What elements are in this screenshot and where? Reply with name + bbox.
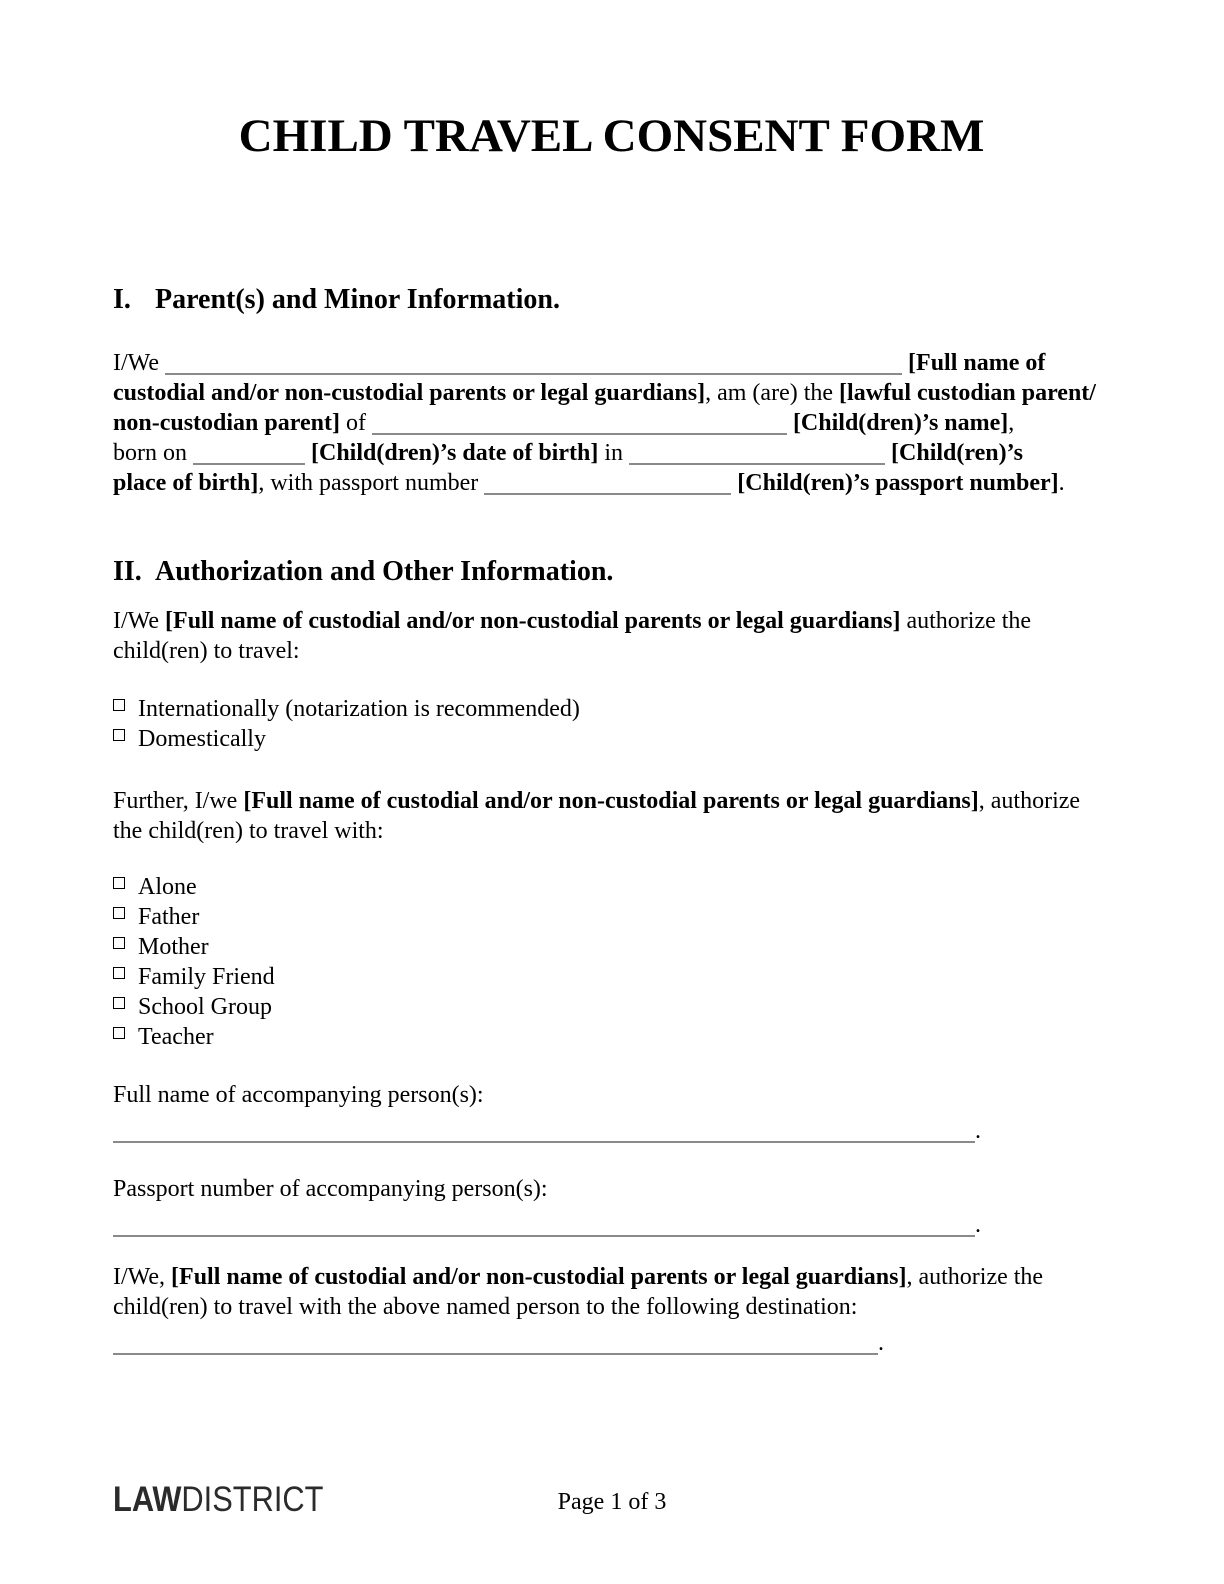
checkbox-label: Father (138, 904, 200, 930)
page-number: Page 1 of 3 (557, 1489, 667, 1515)
checkbox-option-family-friend (113, 962, 1110, 992)
bracketed-field-placeholder: [Child(ren)’s passport number] (737, 470, 1059, 496)
paragraph-text: , am (are) the (705, 380, 840, 406)
paragraph-text: I/We (113, 608, 166, 634)
authorize-companion-paragraph (113, 786, 1110, 846)
paragraph-line (113, 408, 1110, 438)
paragraph-line (113, 1262, 1110, 1292)
section-2-heading (113, 554, 1110, 590)
fill-in-blank[interactable] (113, 1123, 975, 1143)
bracketed-field-placeholder: [Child(dren)’s date of birth] (311, 440, 599, 466)
authorize-travel-paragraph (113, 606, 1110, 666)
fill-in-blank[interactable] (484, 475, 731, 495)
section-1-title: Parent(s) and Minor Information. (155, 284, 560, 315)
paragraph-text: authorize the (900, 608, 1032, 634)
fill-in-blank[interactable] (372, 415, 787, 435)
paragraph-text: , authorize the (906, 1264, 1044, 1290)
checkbox-option-school-group (113, 992, 1110, 1022)
checkbox-icon[interactable] (113, 729, 125, 741)
paragraph-text: child(ren) to travel: (113, 638, 300, 664)
bracketed-field-placeholder: custodial and/or non-custodial parents or legal guardians] (113, 380, 706, 406)
paragraph-line (113, 1210, 1110, 1240)
travel-scope-checklist (113, 694, 1110, 754)
accompanying-name-blank-row (113, 1116, 1110, 1146)
fill-in-blank[interactable] (113, 1335, 878, 1355)
paragraph-text: . (1058, 470, 1065, 496)
checkbox-label: Internationally (notarization is recommended) (138, 696, 580, 722)
checkbox-label: Domestically (138, 726, 266, 752)
checkbox-label: Mother (138, 934, 209, 960)
bracketed-field-placeholder: [Full name of custodial and/or non-custodial parents or legal guardians] (165, 608, 901, 634)
bracketed-field-placeholder: [Full name of (908, 350, 1046, 376)
checkbox-icon[interactable] (113, 937, 125, 949)
bracketed-field-placeholder: [Child(dren)’s name] (792, 410, 1009, 436)
paragraph-line (113, 1116, 1110, 1146)
paragraph-line (113, 786, 1110, 816)
checkbox-icon[interactable] (113, 1027, 125, 1039)
paragraph-text: , authorize (978, 788, 1081, 814)
fill-in-blank[interactable] (165, 355, 902, 375)
checkbox-label: Teacher (138, 1024, 214, 1050)
accompanying-name-label: Full name of accompanying person(s): (113, 1082, 484, 1108)
paragraph-text: child(ren) to travel with the above named person to the following destination: (113, 1294, 858, 1320)
checkbox-option-mother (113, 932, 1110, 962)
paragraph-line (113, 378, 1110, 408)
checkbox-option-internationally-notarization-is-recommended (113, 694, 1110, 724)
fill-in-blank[interactable] (113, 1217, 975, 1237)
checkbox-icon[interactable] (113, 907, 125, 919)
destination-blank-row (113, 1328, 1110, 1358)
checkbox-label: School Group (138, 994, 272, 1020)
parents-minor-info-paragraph (113, 348, 1110, 498)
logo-district-text: DISTRICT (181, 1480, 324, 1519)
paragraph-line (113, 1328, 1110, 1358)
companion-checklist (113, 872, 1110, 1052)
paragraph-line (113, 438, 1110, 468)
checkbox-label: Alone (138, 874, 197, 900)
page-footer (0, 1482, 1224, 1522)
paragraph-text: I/We (113, 350, 166, 376)
checkbox-option-teacher (113, 1022, 1110, 1052)
bracketed-field-placeholder: [Child(ren)’s (891, 440, 1024, 466)
paragraph-line (113, 1292, 1110, 1322)
checkbox-option-father (113, 902, 1110, 932)
bracketed-field-placeholder: [Full name of custodial and/or non-custodial parents or legal guardians] (171, 1264, 907, 1290)
checkbox-icon[interactable] (113, 877, 125, 889)
bracketed-field-placeholder: place of birth] (113, 470, 259, 496)
paragraph-text: in (598, 440, 630, 466)
checkbox-icon[interactable] (113, 699, 125, 711)
destination-paragraph (113, 1262, 1110, 1322)
bracketed-field-placeholder: [Full name of custodial and/or non-custodial parents or legal guardians] (243, 788, 979, 814)
checkbox-icon[interactable] (113, 997, 125, 1009)
paragraph-line (113, 348, 1110, 378)
paragraph-text: born on (113, 440, 193, 466)
section-1-number: I. (113, 284, 131, 315)
section-2-number: II. (113, 556, 142, 587)
fill-in-blank[interactable] (629, 445, 885, 465)
paragraph-text: I/We, (113, 1264, 172, 1290)
checkbox-icon[interactable] (113, 967, 125, 979)
paragraph-text: , with passport number (258, 470, 485, 496)
checkbox-option-domestically (113, 724, 1110, 754)
paragraph-text: , (1008, 410, 1015, 436)
paragraph-text: . (975, 1212, 981, 1238)
checkbox-option-alone (113, 872, 1110, 902)
checkbox-label: Family Friend (138, 964, 275, 990)
paragraph-text: . (975, 1118, 981, 1144)
paragraph-text: of (339, 410, 372, 436)
paragraph-line (113, 606, 1110, 636)
paragraph-text: Further, I/we (113, 788, 244, 814)
accompanying-passport-blank-row (113, 1210, 1110, 1240)
paragraph-line (113, 468, 1110, 498)
logo-law-text: LAW (113, 1480, 182, 1519)
paragraph-text: . (878, 1330, 884, 1356)
paragraph-line (113, 636, 1110, 666)
fill-in-blank[interactable] (193, 445, 305, 465)
bracketed-field-placeholder: non-custodian parent] (113, 410, 340, 436)
accompanying-passport-label: Passport number of accompanying person(s): (113, 1176, 548, 1202)
page-title: CHILD TRAVEL CONSENT FORM (238, 110, 985, 162)
bracketed-field-placeholder: [lawful custodian parent/ (839, 380, 1096, 406)
paragraph-line (113, 816, 1110, 846)
section-2-title: Authorization and Other Information. (155, 556, 614, 587)
section-1-heading (113, 282, 1110, 318)
paragraph-text: the child(ren) to travel with: (113, 818, 384, 844)
